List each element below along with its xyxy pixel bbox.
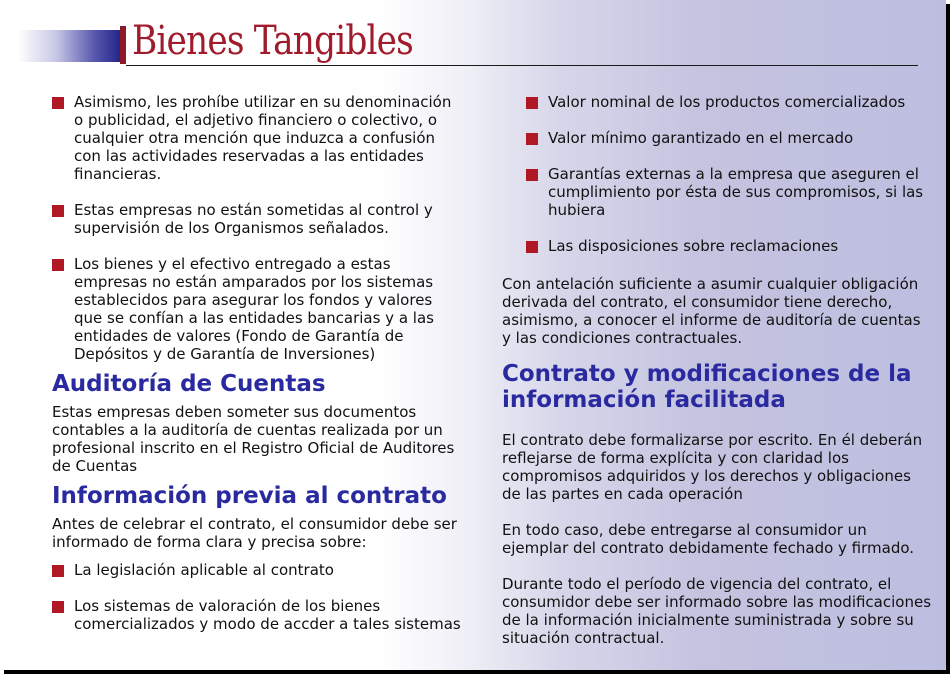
- bullet-item: [526, 165, 932, 219]
- left-column: [52, 93, 464, 633]
- bullet-text: Los sistemas de valoración de los bienes comercializados y modo de accder a tales sistemas: [74, 597, 461, 633]
- section-heading-contrato: Contrato y modificaciones de la información facilitada: [502, 361, 912, 413]
- bullet-text: Los bienes y el efectivo entregado a estas empresas no están amparados por los sistemas establecidos para asegurar los fondos y valores que se confían a las entidades bancarias y a las entidades de valores (Fondo de Garantía de Depósitos y de Garantía de Inversiones): [74, 255, 434, 363]
- bullet-text: Garantías externas a la empresa que aseguren el cumplimiento por ésta de sus compromisos, si las hubiera: [548, 165, 924, 219]
- section-heading-info-previa: Información previa al contrato: [52, 483, 447, 509]
- paragraph-vigencia: Durante todo el período de vigencia del contrato, el consumidor debe ser informado sobre las modificaciones de la información inicialmente suministrada y sobre su situación contractual.: [502, 575, 932, 647]
- paragraph-ejemplar: En todo caso, debe entregarse al consumidor un ejemplar del contrato debidamente fechado y firmado.: [502, 521, 915, 557]
- bullet-item: [52, 597, 464, 633]
- paragraph-antelacion: Con antelación suficiente a asumir cualquier obligación derivada del contrato, el consumidor tiene derecho, asimismo, a conocer el informe de auditoría de cuentas y las condiciones contractuales.: [502, 275, 921, 347]
- bullet-square-icon: [52, 259, 64, 271]
- bullet-square-icon: [52, 205, 64, 217]
- bullet-text: Estas empresas no están sometidas al control y supervisión de los Organismos señalados.: [74, 201, 433, 237]
- bullet-text: Las disposiciones sobre reclamaciones: [548, 237, 839, 255]
- bullet-square-icon: [52, 97, 64, 109]
- bullet-text: La legislación aplicable al contrato: [74, 561, 334, 579]
- bullet-text: Valor mínimo garantizado en el mercado: [548, 129, 854, 147]
- bullet-text: Asimismo, les prohíbe utilizar en su denominación o publicidad, el adjetivo financiero o colectivo, o cualquier otra mención que induzca a confusión con las actividades reservadas a las entidades financieras.: [74, 93, 452, 183]
- bullet-item: [52, 561, 464, 579]
- paragraph-info-previa: Antes de celebrar el contrato, el consumidor debe ser informado de forma clara y precisa sobre:: [52, 515, 457, 551]
- bullet-item: [52, 201, 464, 237]
- paragraph-contrato: El contrato debe formalizarse por escrito. En él deberán reflejarse de forma explícita y con claridad los compromisos adquiridos y los derechos y obligaciones de las partes en cada operación: [502, 431, 923, 503]
- bullet-item: [52, 255, 464, 363]
- right-column: [502, 93, 932, 647]
- section-heading-auditoria: Auditoría de Cuentas: [52, 371, 326, 397]
- bullet-item: [526, 237, 932, 255]
- bullet-square-icon: [526, 133, 538, 145]
- bullet-square-icon: [52, 565, 64, 577]
- title-accent-bar: [120, 26, 126, 64]
- bullet-item: [52, 93, 464, 183]
- paragraph-auditoria: Estas empresas deben someter sus documentos contables a la auditoría de cuentas realizada por un profesional inscrito en el Registro Oficial de Auditores de Cuentas: [52, 403, 455, 475]
- bullet-square-icon: [526, 241, 538, 253]
- title-underline: [126, 65, 918, 66]
- bullet-square-icon: [52, 601, 64, 613]
- title-gradient-bar: [18, 30, 126, 62]
- bullet-text: Valor nominal de los productos comercializados: [548, 93, 906, 111]
- bullet-square-icon: [526, 97, 538, 109]
- bullet-item: [526, 93, 932, 111]
- bullet-square-icon: [526, 169, 538, 181]
- page-title: Bienes Tangibles: [132, 18, 413, 64]
- bullet-item: [526, 129, 932, 147]
